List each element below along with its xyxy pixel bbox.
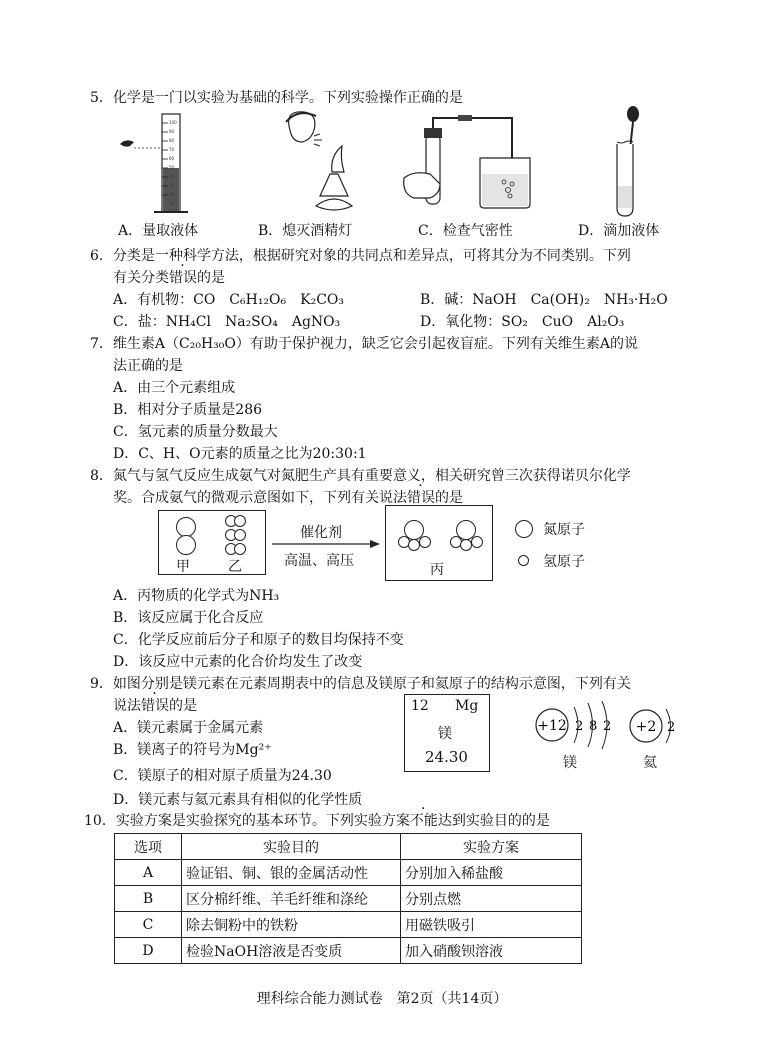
alcohol-lamp-figure [276,108,356,218]
table-header-row [115,834,582,860]
table-cell: 验证铝、铜、银的金属活动性 [182,860,401,886]
legend-hydrogen-label: 氢原子 [543,554,585,570]
cylinder-tick-label: 50 [169,165,175,170]
cylinder-tick-label: 30 [169,183,175,188]
hydrogen-atom [234,529,246,541]
cylinder-tick-label: 40 [169,174,175,179]
element-symbol: Mg [455,698,479,714]
q5-option-b: B．熄灭酒精灯 [258,223,353,239]
table-cell: 加入硝酸钡溶液 [401,938,582,964]
q5-option-d: D．滴加液体 [578,223,660,239]
table-cell: D [115,938,182,964]
table-header: 实验目的 [182,834,401,860]
catalyst-label: 催化剂 [300,525,342,541]
hydrogen-atom [419,536,431,548]
air-tightness-figure [400,108,540,218]
experiment-table [114,833,582,964]
table-header: 实验方案 [401,834,582,860]
table-cell: A [115,860,182,886]
he-atom-label: 氦 [643,755,657,771]
q5-option-c: C．检查气密性 [418,223,513,239]
q10-stem: 10．实验方案是实验探究的基本环节。下列实验方案不能达到实验目的的是 [84,813,550,829]
measuring-cylinder-figure [110,108,200,218]
label-jia: 甲 [176,559,190,575]
mg-atom-diagram [530,699,616,751]
q8-stem-line1: 8．氮气与氢气反应生成氨气对氮肥生产具有重要意义，相关研究曾三次获得诺贝尔化学 [90,468,631,484]
table-cell: 除去铜粉中的铁粉 [182,912,401,938]
emphasis-word: 错误 [169,270,197,286]
cylinder-tick-label: 60 [169,156,175,161]
cylinder-tick-label: 20 [169,192,175,197]
atomic-mass: 24.30 [425,748,468,766]
q7-stem-line2: 法正确的是 [113,358,183,374]
table-header: 选项 [115,834,182,860]
table-cell: 用磁铁吸引 [401,912,582,938]
mg-shell-electrons: 2 [603,719,612,734]
nitrogen-atom [176,535,196,555]
q7-stem-line1: 7．维生素A（C₂₀H₃₀O）有助于保护视力，缺乏它会引起夜盲症。下列有关维生素A的说 [90,336,638,352]
he-nucleus-charge: +2 [635,719,657,735]
emphasis-word: 不能 [409,813,438,829]
table-row [115,860,582,886]
q6-option-b: B．碱：NaOH Ca(OH)₂ NH₃·H₂O [420,292,668,308]
table-cell: 分别点燃 [401,886,582,912]
reactant-box [158,510,266,575]
legend-hydrogen-symbol [518,555,529,566]
flame-icon [332,146,344,172]
table-cell: 区分棉纤维、羊毛纤维和涤纶 [182,886,401,912]
lamp-body-icon [320,174,348,196]
table-cell: 检验NaOH溶液是否变质 [182,938,401,964]
table-cell: B [115,886,182,912]
table-row [115,912,582,938]
q9-option-d: D．镁元素与氦元素具有相似的化学性质 [113,792,363,808]
q7-option-d: D．C、H、O元素的质量之比为20:30:1 [113,446,367,462]
q5-option-a: A．量取液体 [118,223,199,239]
q6-stem-line1: 6．分类是一种科学方法，根据研究对象的共同点和差异点，可将其分为不同类别。下列 [90,248,631,264]
dropper-figure [600,104,660,218]
q9-stem-line2: 说法错误的是 [113,698,197,714]
element-name: 镁 [438,726,452,742]
legend-nitrogen-symbol [515,520,533,538]
q8-option-c: C．化学反应前后分子和原子的数目均保持不变 [113,632,404,648]
q9-option-b: B．镁离子的符号为Mg²⁺ [113,742,272,758]
q9-option-c: C．镁原子的相对原子质量为24.30 [113,768,332,784]
q6-option-c: C．盐：NH₄Cl Na₂SO₄ AgNO₃ [113,314,341,330]
q7-option-b: B．相对分子质量是286 [113,402,263,418]
q6-option-a: A．有机物：CO C₆H₁₂O₆ K₂CO₃ [113,292,345,308]
hydrogen-atom [234,515,246,527]
cylinder-tick-label: 100 [169,120,177,125]
cylinder-tick-label: 10 [169,201,175,206]
q9-stem-line1: 9．如图分别是镁元素在元素周期表中的信息及镁原子和氦原子的结构示意图，下列有关 [90,676,631,692]
condition-label: 高温、高压 [284,553,354,569]
table-cell: C [115,912,182,938]
cylinder-tick-label: 70 [169,147,175,152]
label-yi: 乙 [228,559,242,575]
he-atom-diagram [626,703,678,749]
mg-shell-electrons: 8 [589,719,598,734]
mg-shell-electrons: 2 [575,719,584,734]
page-footer: 理科综合能力测试卷 第2页（共14页） [256,991,508,1007]
cylinder-tick-label: 90 [169,129,175,134]
q6-stem-line2: 有关分类错误的是 [113,270,225,286]
atomic-number: 12 [411,698,429,714]
mg-atom-label: 镁 [563,755,577,771]
mg-nucleus-charge: +12 [537,718,567,734]
label-bing: 丙 [430,562,444,578]
q8-option-d: D．该反应中元素的化合价均发生了改变 [113,654,363,670]
q7-option-a: A．由三个元素组成 [113,380,236,396]
nitrogen-atom [176,517,196,537]
emphasis-word: 错误 [407,490,435,506]
emphasis-word: 错误 [141,698,169,714]
hydrogen-atom [234,543,246,555]
table-row [115,886,582,912]
legend-nitrogen-label: 氮原子 [543,522,585,538]
table-cell: 分别加入稀盐酸 [401,860,582,886]
q9-option-a: A．镁元素属于金属元素 [113,720,264,736]
cylinder-tick-label: 80 [169,138,175,143]
he-shell-electrons: 2 [667,720,676,735]
eye-icon [120,140,134,146]
q7-option-c: C．氢元素的质量分数最大 [113,424,278,440]
reaction-arrow [270,538,382,550]
q8-stem-line2: 奖。合成氨气的微观示意图如下，下列有关说法错误的是 [113,490,463,506]
q5-stem: 5．化学是一门以实验为基础的科学。下列实验操作正确的是 [90,90,463,106]
hydrogen-atom [471,536,483,548]
q6-option-d: D．氧化物：SO₂ CuO Al₂O₃ [420,314,625,330]
table-row [115,938,582,964]
q8-option-a: A．丙物质的化学式为NH₃ [113,588,280,604]
q8-option-b: B．该反应属于化合反应 [113,610,264,626]
